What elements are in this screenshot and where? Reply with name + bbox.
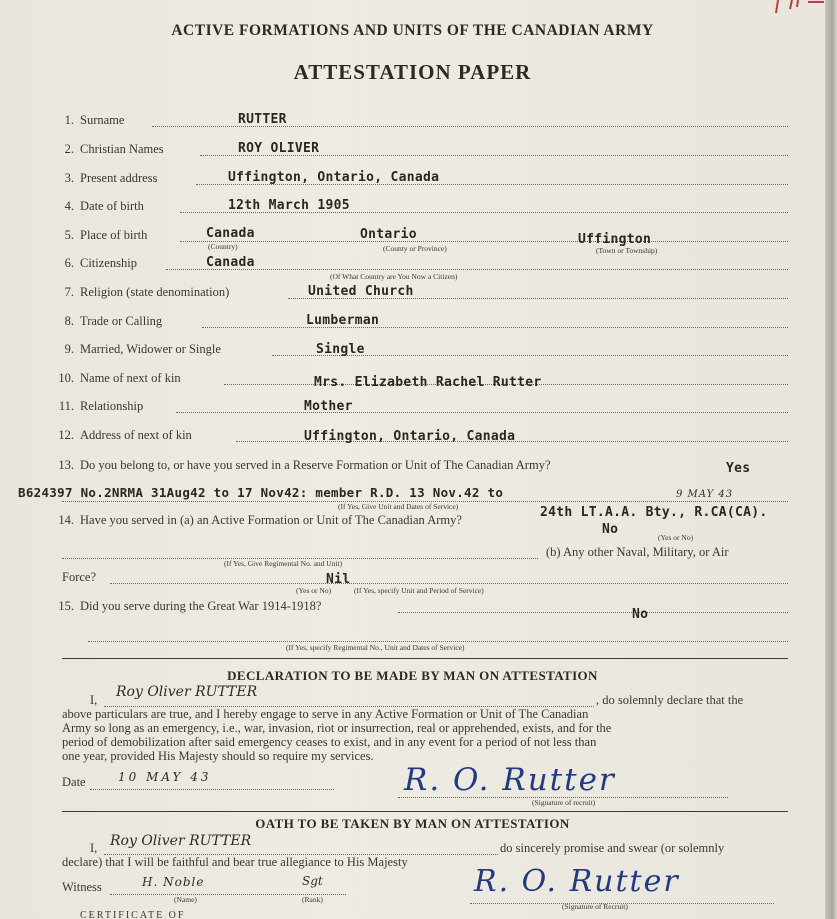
birth-town-value: Uffington: [578, 232, 652, 247]
oath-line-2: declare) that I will be faithful and bear true allegiance to His Majesty: [62, 855, 408, 869]
citizenship-value: Canada: [206, 255, 255, 270]
birth-province-value: Ontario: [360, 227, 417, 242]
handwritten-date: 9 MAY 43: [676, 489, 734, 500]
declaration-line-2: above particulars are true, and I hereby engage to serve in any Active Formation or Unit of The Canadian: [62, 707, 589, 721]
document-title: ATTESTATION PAPER: [293, 60, 532, 84]
christian-names-value: ROY OLIVER: [238, 141, 320, 156]
witness-name: H. Noble: [142, 875, 205, 889]
present-address-value: Uffington, Ontario, Canada: [228, 170, 440, 185]
page-edge: [825, 0, 837, 919]
q8-label: 8. Trade or Calling: [64, 314, 163, 328]
kin-address-value: Uffington, Ontario, Canada: [304, 429, 516, 444]
footer-fragment: CERTIFICATE OF: [80, 910, 186, 919]
relationship-value: Mother: [304, 399, 353, 414]
q3-label: 3. Present address: [64, 171, 158, 185]
q15-label: 15. Did you serve during the Great War 1914-1918?: [58, 599, 322, 613]
declaration-i: I,: [90, 693, 98, 707]
q15-detail-line: [88, 641, 788, 642]
section-divider-1: [62, 658, 788, 659]
birth-country-caption: (Country): [208, 242, 238, 251]
date-line: [90, 789, 334, 790]
force-caption-1: (Yes or No): [296, 586, 332, 595]
birth-country-value: Canada: [206, 226, 255, 241]
q14-force-line: [110, 583, 788, 584]
q14-part-b: (b) Any other Naval, Military, or Air: [546, 545, 729, 559]
oath-name: Roy Oliver RUTTER: [110, 833, 252, 849]
q5-label: 5. Place of birth: [64, 228, 148, 242]
date-label: Date: [62, 775, 86, 789]
force-caption-2: (If Yes, specify Unit and Period of Service): [354, 586, 484, 595]
witness-name-caption: (Name): [174, 895, 197, 904]
declaration-line-3: Army so long as an emergency, i.e., war, invasion, riot or insurrection, real or apprehended, exists, and for the: [62, 721, 612, 735]
declaration-date: 10 MAY 43: [118, 770, 212, 784]
witness-rank-caption: (Rank): [302, 895, 323, 904]
other-service-value: Nil: [326, 572, 351, 587]
oath-line-1-end: do sincerely promise and swear (or solemnly: [500, 841, 725, 855]
recruit-signature: R. O. Rutter: [404, 762, 616, 798]
religion-value: United Church: [308, 284, 414, 299]
q5-line: [180, 241, 788, 242]
force-label: Force?: [62, 570, 97, 584]
oath-title: OATH TO BE TAKEN BY MAN ON ATTESTATION: [255, 816, 570, 831]
active-service-value: No: [602, 522, 619, 537]
unit-detail: 24th LT.A.A. Bty., R.CA(CA).: [540, 505, 768, 520]
birth-province-caption: (County or Province): [383, 244, 447, 253]
witness-rank: Sgt: [302, 874, 323, 888]
date-of-birth-value: 12th March 1905: [228, 198, 350, 213]
active-service-caption: (Yes or No): [658, 533, 694, 542]
declaration-line-4: period of demobilization after said emergency ceases to exist, and in any event for a period of not less than: [62, 735, 597, 749]
q13-label: 13. Do you belong to, or have you served in a Reserve Formation or Unit of The Canadian Army?: [58, 458, 551, 472]
great-war-caption: (If Yes, specify Regimental No., Unit and Dates of Service): [286, 643, 465, 652]
reserve-service-value: Yes: [726, 461, 751, 476]
reserve-service-detail: B624397 No.2NRMA 31Aug42 to 17 Nov42: member R.D. 13 Nov.42 to: [18, 485, 504, 500]
great-war-value: No: [632, 607, 649, 622]
q15-line: [398, 612, 788, 613]
oath-i: I,: [90, 841, 98, 855]
declaration-line-5: one year, provided His Majesty should so require my services.: [62, 749, 374, 763]
q9-label: 9. Married, Widower or Single: [64, 342, 221, 356]
section-divider-2: [62, 811, 788, 812]
birth-town-caption: (Town or Township): [596, 246, 658, 255]
regiment-caption: (If Yes, Give Regimental No. and Unit): [224, 559, 343, 568]
reserve-service-caption: (If Yes, Give Unit and Dates of Service): [338, 502, 459, 511]
q14-label: 14. Have you served in (a) an Active Formation or Unit of The Canadian Army?: [58, 513, 462, 527]
red-pencil-mark: [772, 0, 825, 14]
marital-status-value: Single: [316, 342, 365, 357]
citizenship-caption: (Of What Country are You Now a Citizen): [330, 272, 458, 281]
q10-label: 10. Name of next of kin: [58, 371, 181, 385]
declaration-line-1-end: , do solemnly declare that the: [596, 693, 744, 707]
oath-signature-caption: (Signature of Recruit): [562, 902, 628, 911]
trade-value: Lumberman: [306, 313, 380, 328]
q2-label: 2. Christian Names: [64, 142, 164, 156]
next-of-kin-value: Mrs. Elizabeth Rachel Rutter: [314, 375, 542, 390]
oath-signature: R. O. Rutter: [474, 864, 680, 899]
declaration-title: DECLARATION TO BE MADE BY MAN ON ATTESTATION: [227, 668, 598, 683]
q6-label: 6. Citizenship: [64, 256, 137, 270]
surname-value: RUTTER: [238, 112, 287, 127]
q8-line: [202, 327, 788, 328]
recruit-signature-caption: (Signature of recruit): [532, 798, 596, 807]
q1-label: 1. Surname: [64, 113, 125, 127]
witness-label: Witness: [62, 880, 102, 894]
q6-line: [166, 269, 788, 270]
q11-line: [176, 412, 788, 413]
declaration-name: Roy Oliver RUTTER: [116, 684, 258, 700]
q7-label: 7. Religion (state denomination): [64, 285, 230, 299]
q12-label: 12. Address of next of kin: [58, 428, 192, 442]
q11-label: 11. Relationship: [58, 399, 144, 413]
q4-label: 4. Date of birth: [64, 199, 144, 213]
header-line-1: ACTIVE FORMATIONS AND UNITS OF THE CANADIAN ARMY: [171, 22, 654, 39]
